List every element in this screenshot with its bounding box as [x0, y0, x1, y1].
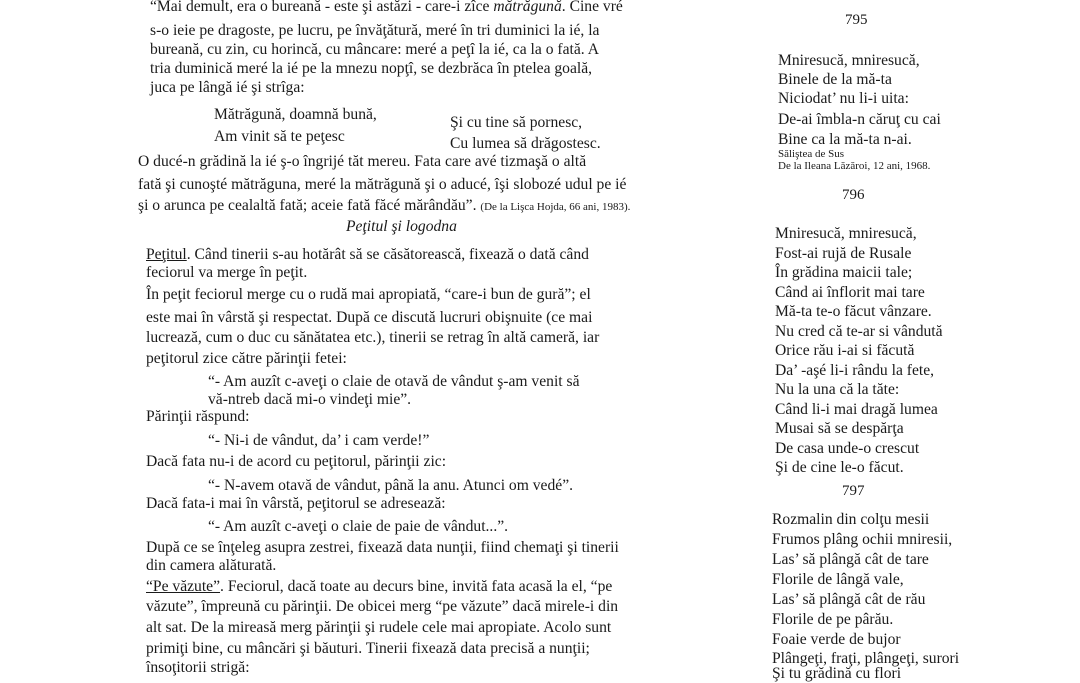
poem-line: Bine ca la mă-ta n-ai.: [778, 131, 912, 148]
text-line: primiţi bine, cu mâncări şi băuturi. Tinerii fixează data precisă a nunţii;: [146, 640, 590, 657]
poem-line: De-ai îmbla-n căruţ cu cai: [778, 111, 941, 128]
poem-line: Mniresucă, mniresucă,: [775, 225, 917, 242]
verse-line: Şi cu tine să pornesc,: [450, 114, 583, 131]
poem-line: Mă-ta te-o făcut vânzare.: [775, 303, 932, 320]
poem-line: Florile de lângă vale,: [772, 571, 904, 588]
text-span: şi o arunca pe cealaltă fată; aceie fată făcé mărândău”.: [138, 197, 477, 214]
text-line: În peţit feciorul merge cu o rudă mai apropiată, “care-i bun de gură”; el: [146, 286, 591, 303]
verse-line: Mătrăgună, doamnă bună,: [214, 106, 377, 123]
poem-line: Şi de cine le-o făcut.: [775, 459, 904, 476]
verse-line: Am vinit să te peţesc: [214, 128, 345, 145]
text-line: tria duminică meré la ié pe la mnezu nopţî, se dezbrăca în ptelea goală,: [150, 60, 593, 77]
poem-number: 795: [845, 12, 868, 28]
text-span: “Mai demult, era o bureană - este şi astăzi - care-i zîce: [150, 0, 494, 15]
text-line: Dacă fata-i mai în vârstă, peţitorul se adresează:: [146, 495, 446, 512]
verse-line: Cu lumea să drăgostesc.: [450, 135, 601, 152]
text-line: din camera alăturată.: [146, 557, 277, 574]
section-title: Peţitul şi logodna: [346, 218, 457, 235]
italic-term: mătrăgună: [493, 0, 562, 15]
poem-number: 797: [842, 483, 865, 499]
text-line: Părinţii răspund:: [146, 408, 250, 425]
text-line: lucrează, cum o duc cu sănătatea etc.), tinerii se retrag în altă cameră, iar: [146, 329, 600, 346]
poem-line: Nu cred că te-ar si vândută: [775, 323, 943, 340]
poem-line: Las’ să plângă cât de tare: [772, 551, 929, 568]
poem-line: Frumos plâng ochii mniresii,: [772, 531, 953, 548]
poem-line: Când ai înflorit mai tare: [775, 284, 925, 301]
text-line: [146, 245, 589, 264]
quote-line: “- Am auzît c-aveţi o claie de paie de vândut...”.: [208, 518, 509, 535]
text-line: alt sat. De la mireasă merg părinţii şi rudele cele mai apropiate. Acolo sunt: [146, 619, 612, 636]
poem-number: 796: [842, 187, 865, 203]
text-line: După ce se înţeleg asupra zestrei, fixează data nunţii, fiind chemaţi şi tinerii: [146, 539, 619, 556]
source-note: De la Ileana Lăzăroi, 12 ani, 1968.: [778, 160, 931, 172]
poem-line: Musai să se despărţa: [775, 420, 904, 437]
quote-line: “- Ni-i de vândut, da’ i cam verde!”: [208, 432, 430, 449]
source-note: (De la Lişca Hojda, 66 ani, 1983).: [480, 201, 631, 213]
text-span: . Feciorul, dacă toate au decurs bine, invită fata acasă la el, “pe: [220, 578, 613, 595]
quote-line: “- Am auzît c-aveţi o claie de otavă de vândut ş-am venit să: [208, 373, 580, 390]
poem-line: În grădina maicii tale;: [775, 264, 913, 281]
text-line: [150, 0, 623, 16]
underlined-term: “Pe văzute”: [146, 578, 221, 595]
text-line: peţitorul zice către părinţii fetei:: [146, 350, 347, 367]
poem-line: Mniresucă, mniresucă,: [778, 52, 920, 69]
poem-line: Nu la una că la tăte:: [775, 381, 900, 398]
poem-line: Şi tu grădină cu flori: [772, 665, 902, 682]
text-line: [138, 196, 630, 215]
text-line: s-o ieie pe dragoste, pe lucru, pe învăţătură, meré în tri duminici la ié, la: [150, 22, 600, 39]
poem-line: Florile de pe pârău.: [772, 611, 894, 628]
poem-line: Plângeţi, fraţi, plângeţi, surori: [772, 650, 960, 667]
text-line: fată şi cunoşté mătrăguna, meré la mătrăgună şi o aducé, îşi slobozé udul pe ié: [138, 176, 627, 193]
text-line: Dacă fata nu-i de acord cu peţitorul, părinţii zic:: [146, 453, 447, 470]
text-line: bureană, cu zin, cu horincă, cu mâncare: meré a peţî la ié, ca la o fată. A: [150, 41, 599, 58]
text-line: feciorul va merge în peţit.: [146, 264, 308, 281]
text-line: O ducé-n grădină la ié ş-o îngrijé tăt mereu. Fata care avé tizmaşă o altă: [138, 153, 587, 170]
text-line: juca pe lângă ié şi strîga:: [150, 79, 305, 96]
text-line: este mai în vârstă şi respectat. După ce discută lucruri obişnuite (ce mai: [146, 309, 593, 326]
underlined-term: Peţitul: [146, 246, 187, 263]
poem-line: Când li-i mai dragă lumea: [775, 401, 938, 418]
text-line: [146, 577, 612, 596]
poem-line: Las’ să plângă cât de rău: [772, 591, 926, 608]
text-span: . Cine vré: [561, 0, 623, 15]
text-line: văzute”, împreună cu părinţii. De obicei merg “pe văzute” dacă mirele-i din: [146, 598, 619, 615]
poem-line: Da’ -aşé li-i rându la fete,: [775, 362, 935, 379]
poem-line: Foaie verde de bujor: [772, 631, 901, 648]
poem-line: De casa unde-o crescut: [775, 440, 920, 457]
poem-line: Niciodat’ nu li-i uita:: [778, 90, 909, 107]
poem-line: Rozmalin din colţu mesii: [772, 511, 930, 528]
poem-line: Binele de la mă-ta: [778, 71, 892, 88]
source-note: Sălişteа de Sus: [778, 148, 844, 160]
text-span: . Când tinerii s-au hotărât să se căsătorească, fixează o dată când: [186, 246, 589, 263]
quote-line: “- N-avem otavă de vândut, până la anu. Atunci om vedé”.: [208, 477, 574, 494]
poem-line: Orice rău i-ai si făcută: [775, 342, 915, 359]
quote-line: vă-ntreb dacă mi-o vindeţi mie”.: [208, 391, 412, 408]
poem-line: Fost-ai rujă de Rusale: [775, 245, 912, 262]
text-line: însoţitorii strigă:: [146, 659, 250, 676]
